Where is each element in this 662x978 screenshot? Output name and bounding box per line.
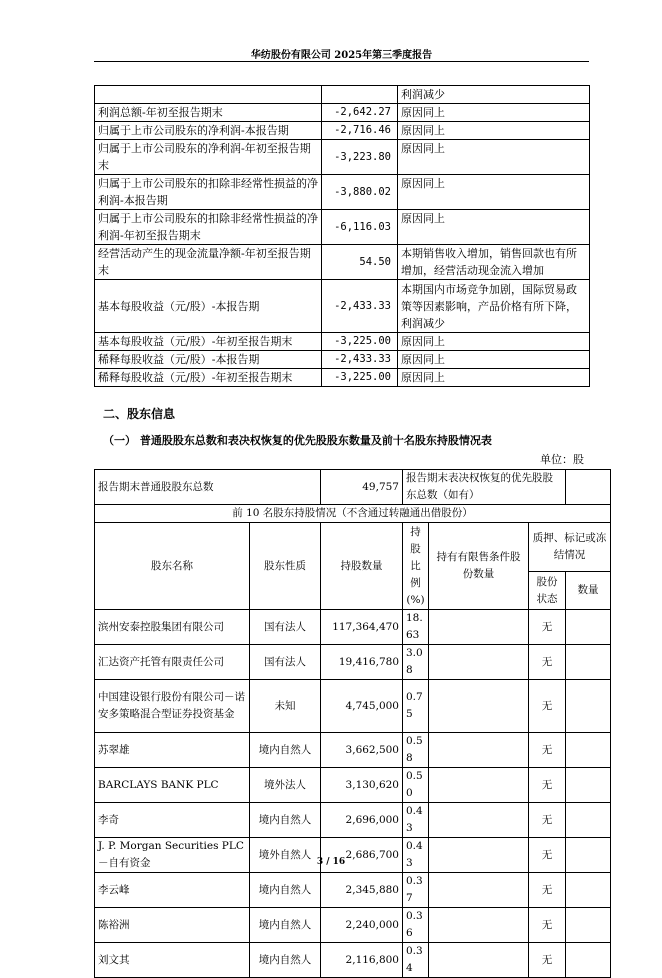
value-cell: -3,880.02 [322, 175, 398, 210]
holder-pledge-qty [566, 768, 611, 803]
holder-nature: 国有法人 [250, 645, 321, 680]
holder-status: 无 [529, 645, 566, 680]
table-row [95, 245, 590, 280]
holder-restricted [429, 803, 529, 838]
holder-shares: 2,240,000 [321, 908, 403, 943]
table-row [95, 838, 611, 873]
holder-shares: 2,696,000 [321, 803, 403, 838]
holder-ratio: 0.43 [403, 803, 429, 838]
col-header-pledge: 质押、标记或冻结情况 [529, 523, 611, 572]
holder-restricted [429, 680, 529, 733]
item-cell: 稀释每股收益（元/股）-本报告期 [95, 351, 322, 369]
page-header-title: 华纺股份有限公司 2025年第三季度报告 [250, 50, 433, 61]
value-cell: -6,116.03 [322, 210, 398, 245]
holder-pledge-qty [566, 733, 611, 768]
holder-status: 无 [529, 943, 566, 978]
holder-status: 无 [529, 838, 566, 873]
total-holders-label: 报告期末普通股股东总数 [95, 470, 321, 505]
reason-cell: 本期销售收入增加，销售回款也有所增加，经营活动现金流入增加 [398, 245, 590, 280]
reason-cell: 原因同上 [398, 351, 590, 369]
table-header-row [95, 523, 611, 572]
item-cell: 归属于上市公司股东的净利润-年初至报告期末 [95, 140, 322, 175]
holder-pledge-qty [566, 610, 611, 645]
holder-name: 陈裕洲 [95, 908, 250, 943]
holder-shares: 2,345,880 [321, 873, 403, 908]
preferred-holders-value [566, 470, 611, 505]
total-holders-value: 49,757 [321, 470, 403, 505]
value-cell: -3,225.00 [322, 369, 398, 387]
holder-name: 汇达资产托管有限责任公司 [95, 645, 250, 680]
holder-ratio: 3.08 [403, 645, 429, 680]
table-row [95, 873, 611, 908]
top10-header: 前 10 名股东持股情况（不含通过转融通出借股份） [95, 505, 611, 523]
holder-ratio: 18.63 [403, 610, 429, 645]
reason-cell: 利润减少 [398, 86, 590, 104]
holder-restricted [429, 873, 529, 908]
holder-status: 无 [529, 610, 566, 645]
item-cell: 归属于上市公司股东的净利润-本报告期 [95, 122, 322, 140]
item-cell: 归属于上市公司股东的扣除非经常性损益的净利润-本报告期 [95, 175, 322, 210]
holder-shares: 3,130,620 [321, 768, 403, 803]
shareholder-table [94, 469, 611, 978]
value-cell: -3,223.80 [322, 140, 398, 175]
holder-restricted [429, 733, 529, 768]
table-row [95, 505, 611, 523]
table-row [95, 140, 590, 175]
holder-ratio: 0.43 [403, 838, 429, 873]
holder-status: 无 [529, 680, 566, 733]
holder-nature: 境外法人 [250, 768, 321, 803]
holder-name: 李奇 [95, 803, 250, 838]
value-cell: -2,716.46 [322, 122, 398, 140]
table-row [95, 470, 611, 505]
value-cell: -2,642.27 [322, 104, 398, 122]
holder-pledge-qty [566, 680, 611, 733]
holder-name: 李云峰 [95, 873, 250, 908]
reason-cell: 原因同上 [398, 122, 590, 140]
value-cell: -2,433.33 [322, 351, 398, 369]
item-cell: 基本每股收益（元/股）-本报告期 [95, 280, 322, 333]
subsection-title: （一） 普通股股东总数和表决权恢复的优先股股东数量及前十名股东持股情况表 [103, 434, 492, 447]
value-cell: 54.50 [322, 245, 398, 280]
table-row [95, 943, 611, 978]
holder-name: 滨州安泰控股集团有限公司 [95, 610, 250, 645]
holder-nature: 境外自然人 [250, 838, 321, 873]
item-cell: 归属于上市公司股东的扣除非经常性损益的净利润-年初至报告期末 [95, 210, 322, 245]
holder-ratio: 0.58 [403, 733, 429, 768]
unit-label: 单位：股 [540, 453, 584, 466]
holder-restricted [429, 768, 529, 803]
holder-shares: 4,745,000 [321, 680, 403, 733]
table-row [95, 803, 611, 838]
table-row [95, 351, 590, 369]
col-header-shares: 持股数量 [321, 523, 403, 610]
item-cell [95, 86, 322, 104]
holder-restricted [429, 610, 529, 645]
holder-status: 无 [529, 803, 566, 838]
holder-nature: 境内自然人 [250, 908, 321, 943]
reason-cell: 原因同上 [398, 210, 590, 245]
table-row [95, 908, 611, 943]
holder-ratio: 0.50 [403, 768, 429, 803]
holder-nature: 国有法人 [250, 610, 321, 645]
holder-nature: 境内自然人 [250, 873, 321, 908]
holder-shares: 2,116,800 [321, 943, 403, 978]
holder-restricted [429, 838, 529, 873]
table-row [95, 104, 590, 122]
holder-status: 无 [529, 873, 566, 908]
holder-nature: 境内自然人 [250, 943, 321, 978]
page-number: 3 / 16 [316, 857, 346, 867]
item-cell: 基本每股收益（元/股）-年初至报告期末 [95, 333, 322, 351]
holder-pledge-qty [566, 645, 611, 680]
holder-shares: 19,416,780 [321, 645, 403, 680]
col-header-ratio: 持股比例(%) [403, 523, 429, 610]
holder-restricted [429, 908, 529, 943]
table-row [95, 733, 611, 768]
holder-ratio: 0.37 [403, 873, 429, 908]
holder-restricted [429, 645, 529, 680]
item-cell: 利润总额-年初至报告期末 [95, 104, 322, 122]
table-row [95, 122, 590, 140]
holder-status: 无 [529, 768, 566, 803]
header-rule [94, 61, 589, 62]
reason-cell: 本期国内市场竞争加剧，国际贸易政策等因素影响，产品价格有所下降，利润减少 [398, 280, 590, 333]
holder-name: BARCLAYS BANK PLC [95, 768, 250, 803]
holder-shares: 3,662,500 [321, 733, 403, 768]
table-row [95, 210, 590, 245]
holder-pledge-qty [566, 838, 611, 873]
reason-cell: 原因同上 [398, 104, 590, 122]
holder-pledge-qty [566, 908, 611, 943]
col-header-restricted: 持有有限售条件股份数量 [429, 523, 529, 610]
holder-nature: 境内自然人 [250, 803, 321, 838]
table-row [95, 610, 611, 645]
table-row [95, 86, 590, 104]
holder-pledge-qty [566, 803, 611, 838]
value-cell: -3,225.00 [322, 333, 398, 351]
holder-shares: 117,364,470 [321, 610, 403, 645]
holder-status: 无 [529, 908, 566, 943]
holder-name: 中国建设银行股份有限公司－诺安多策略混合型证券投资基金 [95, 680, 250, 733]
holder-name: J. P. Morgan Securities PLC－自有资金 [95, 838, 250, 873]
holder-nature: 境内自然人 [250, 733, 321, 768]
holder-status: 无 [529, 733, 566, 768]
holder-shares: 2,686,700 [321, 838, 403, 873]
col-header-name: 股东名称 [95, 523, 250, 610]
col-header-pledge-status: 股份状态 [529, 572, 566, 610]
holder-pledge-qty [566, 943, 611, 978]
holder-nature: 未知 [250, 680, 321, 733]
table-row [95, 645, 611, 680]
table-row [95, 768, 611, 803]
reason-cell: 原因同上 [398, 333, 590, 351]
item-cell: 经营活动产生的现金流量净额-年初至报告期末 [95, 245, 322, 280]
col-header-pledge-qty: 数量 [566, 572, 611, 610]
table-row [95, 369, 590, 387]
section-title: 二、股东信息 [103, 407, 176, 421]
holder-ratio: 0.75 [403, 680, 429, 733]
table-row [95, 175, 590, 210]
holder-restricted [429, 943, 529, 978]
holder-name: 苏翠雄 [95, 733, 250, 768]
holder-ratio: 0.36 [403, 908, 429, 943]
table-row [95, 280, 590, 333]
col-header-nature: 股东性质 [250, 523, 321, 610]
holder-ratio: 0.34 [403, 943, 429, 978]
holder-name: 刘文其 [95, 943, 250, 978]
reason-cell: 原因同上 [398, 369, 590, 387]
table-row [95, 333, 590, 351]
preferred-holders-label: 报告期末表决权恢复的优先股股东总数（如有） [403, 470, 566, 505]
reason-cell: 原因同上 [398, 140, 590, 175]
value-cell: -2,433.33 [322, 280, 398, 333]
value-cell [322, 86, 398, 104]
holder-pledge-qty [566, 873, 611, 908]
item-cell: 稀释每股收益（元/股）-年初至报告期末 [95, 369, 322, 387]
reason-cell: 原因同上 [398, 175, 590, 210]
table-row [95, 680, 611, 733]
change-reason-table [94, 85, 590, 387]
